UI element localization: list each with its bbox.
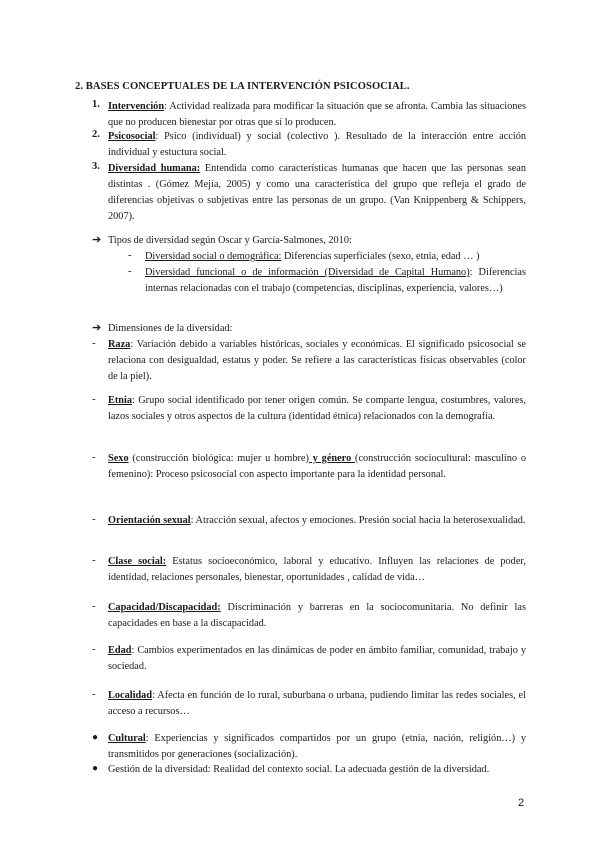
dimensiones-heading: Dimensiones de la diversidad: [108,323,233,334]
dimension-capacidad: Capacidad/Discapacidad: Discriminación y barreras en la sociocomunitaria. No definir las capacidades en base a la discapacidad. [108,602,526,629]
term-intervencion: Intervención [108,101,165,112]
dash-marker: - [92,393,96,405]
dimension-sexo-genero: Sexo (construcción biológica: mujer u hombre) y género (construcción sociocultural: masculino o femenino): Proceso psicosocial con aspecto importante para la identidad personal. [108,453,527,480]
bullet-gestion: Gestión de la diversidad: Realidad del contexto social. La adecuada gestión de la diversidad. [108,764,490,775]
dimension-edad: Edad: Cambios experimentados en las dinámicas de poder en ámbito familiar, comunidad, trabajo y sociedad. [108,645,526,672]
item-number-2: 2. [92,129,100,140]
dimension-raza: Raza: Variación debido a variables históricas, sociales y económicas. El significado psicosocial se relaciona con desigualdad, estatus y poder. Se refiere a las características físicas observables (color de la piel). [108,339,526,382]
dash-marker: - [92,451,96,463]
dimension-localidad: Localidad: Afecta en función de lo rural, suburbana o urbana, pudiendo limitar las redes sociales, el acceso a recursos… [108,690,526,717]
term-psicosocial: Psicosocial [108,131,156,142]
dash-marker: - [128,249,132,261]
dimension-clase-social: Clase social: Estatus socioeconómico, laboral y educativo. Influyen las relaciones de poder, identidad, relaciones personales, bienestar, oportunidades , calidad de vida… [108,556,526,583]
bullet-icon: ● [92,732,99,743]
dash-marker: - [92,513,96,525]
tipo-item-2: Diversidad funcional o de información (Diversidad de Capital Humano): Diferencias internas relacionadas con el trabajo (competencias, disciplinas, experiencia, valores…) [145,267,526,294]
dash-marker: - [92,554,96,566]
def-psicosocial: : Psico (individual) y social (colectivo ). Resultado de la interacción entre acción individual y estuctura social. [108,131,526,158]
page-number: 2 [518,797,525,809]
dimension-etnia: Etnia: Grupo social identificado por tener origen común. Se comparte lengua, costumbres, valores, lazos sociales y otros aspectos de la cultura (identidad étnica) relacionados con la demografía. [108,395,526,422]
term-diversidad-social: Diversidad social o demográfica: [145,251,282,262]
item-number-3: 3. [92,161,100,172]
tipo-item-1: Diversidad social o demográfica: Diferencias superficiales (sexo, etnia, edad … ) [145,251,480,262]
dash-marker: - [92,643,96,655]
dash-marker: - [92,337,96,349]
item-number-1: 1. [92,99,100,110]
arrow-icon: ➔ [92,322,102,334]
term-diversidad-funcional: Diversidad funcional o de información (Diversidad de Capital Humano) [145,267,470,278]
tipos-heading: Tipos de diversidad según Oscar y García-Salmones, 2010: [108,235,352,246]
dash-marker: - [92,600,96,612]
section-title: 2. BASES CONCEPTUALES DE LA INTERVENCIÓN PSICOSOCIAL. [75,81,410,92]
term-diversidad-humana: Diversidad humana: [108,163,201,174]
def-intervencion: : Actividad realizada para modificar la situación que se afronta. Cambia las situaciones que no producen bienestar por otras que sí lo producen. [108,101,526,128]
arrow-icon: ➔ [92,234,102,246]
numbered-item-2 [108,129,526,161]
numbered-item-1 [108,99,526,131]
dash-marker: - [92,688,96,700]
def-diversidad-humana: Entendida como características humanas que hacen que las personas sean distintas . (Gómez Mejía, 2005) y como una característica del grupo que refleja el grado de diferencias objetivas o subjetivas entre las personas de un grupo. (Van Knippenberg & Schippers, 2007). [108,163,526,222]
dash-marker: - [128,265,132,277]
bullet-cultural: Cultural: Experiencias y significados compartidos por un grupo (etnia, nación, religión…) y transmitidos por generaciones (socialización). [108,733,526,760]
numbered-item-3 [108,161,526,225]
dimension-orientacion: Orientación sexual: Atracción sexual, afectos y emociones. Presión social hacia la heterosexualidad. [108,515,526,526]
bullet-icon: ● [92,763,99,774]
